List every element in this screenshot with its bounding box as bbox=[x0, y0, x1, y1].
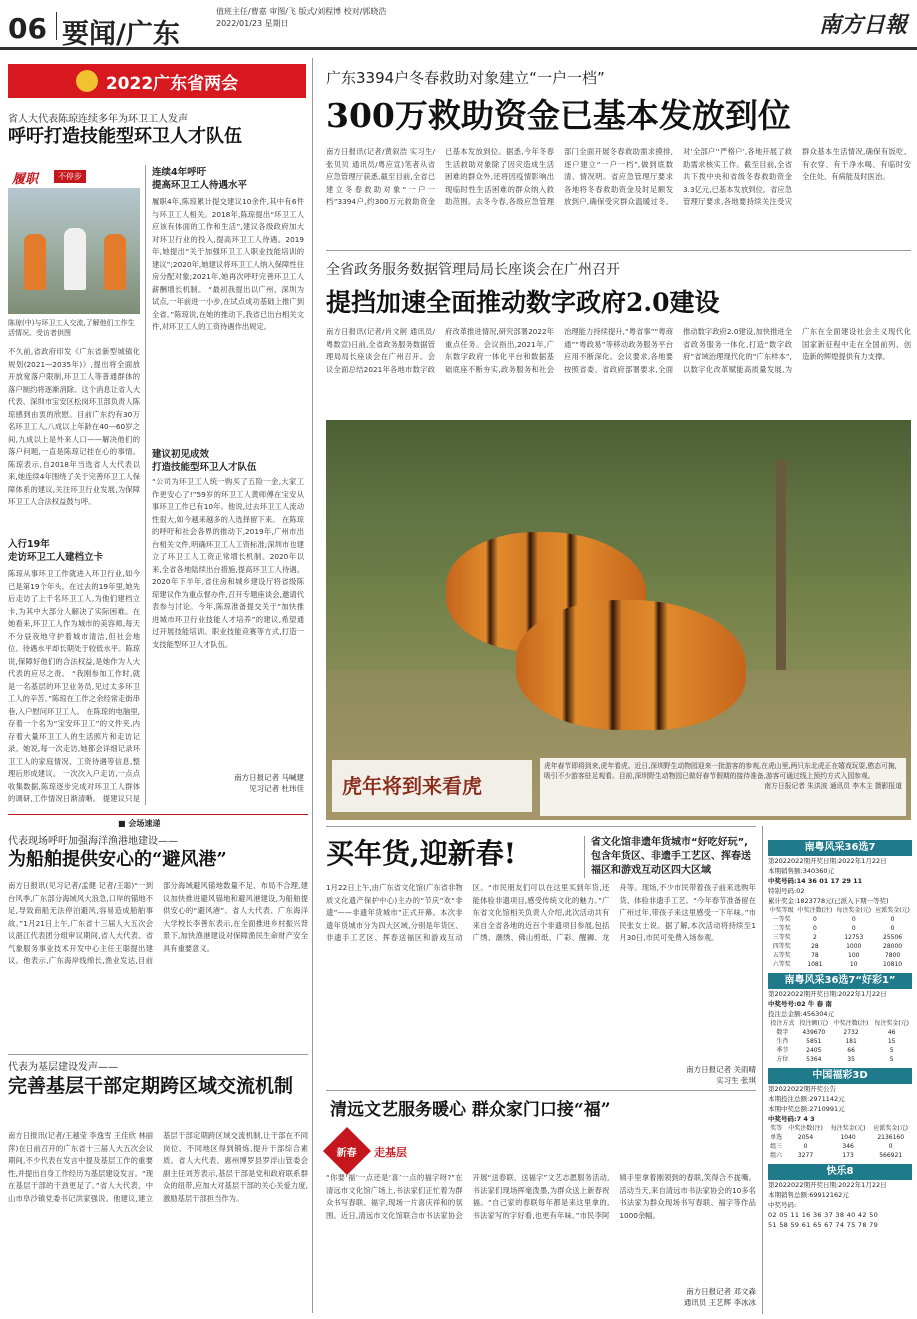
table-cell: 0 bbox=[890, 916, 895, 923]
lottery-title: 南粤风采36选7 bbox=[768, 840, 912, 856]
lottery-line: 累计奖金:1823778元(已派入下期一等奖) bbox=[768, 897, 889, 905]
table-cell: 12753 bbox=[844, 934, 864, 941]
table-cell: 一等奖 bbox=[772, 916, 791, 923]
lottery-line: 中奖号号:02 牛 春 南 bbox=[768, 1000, 832, 1008]
table-cell: 5 bbox=[889, 1047, 894, 1054]
banner-text: 2022广东省两会 bbox=[105, 73, 239, 94]
lottery-title: 南粤风采36选7“好彩1” bbox=[768, 973, 912, 989]
table-cell: 五等奖 bbox=[772, 952, 791, 959]
lottery-table bbox=[768, 1019, 912, 1064]
table-header: 中奖注数(注) bbox=[788, 1125, 823, 1132]
table-row bbox=[768, 1151, 912, 1160]
table-cell: 28000 bbox=[883, 943, 903, 950]
grassroots-kicker: 代表为基层建设发声—— bbox=[8, 1062, 118, 1073]
table-row bbox=[768, 1028, 912, 1037]
new-spring-label: 新春 bbox=[337, 1147, 357, 1159]
table-row bbox=[768, 942, 912, 951]
table-header: 中奖等级 bbox=[769, 907, 794, 914]
qingyuan-headline: 清远文艺服务暖心 群众家门口接“福” bbox=[330, 1100, 611, 1120]
table-row bbox=[768, 1046, 912, 1055]
table-cell: 方位 bbox=[776, 1056, 789, 1063]
table-cell: 组六 bbox=[770, 1152, 783, 1159]
lottery-line: 本期投注总额:2971142元 bbox=[768, 1095, 845, 1103]
lottery-line: 第2022022期开奖日期:2022年1月22日 bbox=[768, 1181, 887, 1189]
section-rule bbox=[326, 1090, 756, 1091]
table-cell: 生肖 bbox=[776, 1038, 789, 1045]
left-kicker: 省人大代表陈琼连续多年为环卫工人发声 bbox=[8, 114, 188, 125]
table-header: 每注奖金(元) bbox=[874, 1020, 910, 1027]
table-cell: 10810 bbox=[883, 961, 903, 968]
shopping-headline: 买年货,迎新春! bbox=[326, 837, 517, 870]
table-cell: 46 bbox=[887, 1029, 896, 1036]
table-cell: 0 bbox=[813, 916, 817, 923]
qingyuan-byline: 南方日报记者 邓文森 通讯员 王艺辉 李冰冰 bbox=[683, 1287, 756, 1307]
table-cell: 三等奖 bbox=[772, 934, 791, 941]
worker-figure bbox=[24, 234, 46, 290]
section-rule bbox=[326, 250, 911, 251]
table-cell: 66 bbox=[847, 1047, 855, 1054]
left-subhead-2: 连续4年呼吁 提高环卫工人待遇水平 bbox=[152, 167, 248, 191]
table-cell: 二等奖 bbox=[772, 925, 791, 932]
left-byline: 南方日报记者 马喊建 见习记者 杜玮佳 bbox=[234, 773, 304, 793]
table-cell: 0 bbox=[888, 1143, 893, 1150]
table-cell: 2405 bbox=[806, 1047, 822, 1054]
lottery-line: 中奖号码:14 36 01 17 29 11 bbox=[768, 877, 863, 885]
table-header: 中奖注数(注) bbox=[797, 907, 833, 914]
gov-kicker: 全省政务服务数据管理局局长座谈会在广州召开 bbox=[326, 262, 620, 278]
venue-tag: ■ 会场速递 bbox=[118, 819, 161, 828]
table-cell: 346 bbox=[842, 1143, 854, 1150]
table-cell: 7800 bbox=[884, 952, 901, 959]
table-cell: 173 bbox=[842, 1152, 854, 1159]
venue-tag-text: 会场速递 bbox=[128, 819, 161, 828]
table-row bbox=[768, 906, 912, 915]
worker-figure bbox=[104, 234, 126, 290]
table-cell: 2732 bbox=[843, 1029, 859, 1036]
table-header: 中奖注数(注) bbox=[833, 1020, 869, 1027]
table-header: 应派奖金(元) bbox=[873, 1125, 909, 1132]
table-header: 每注奖金(元) bbox=[830, 1125, 866, 1132]
lottery-line: 第2022022期开奖公告 bbox=[768, 1085, 836, 1093]
table-cell: 100 bbox=[848, 952, 860, 959]
table-row bbox=[768, 933, 912, 942]
table-row bbox=[768, 960, 912, 969]
lottery-line: 本期销售总额:69912162元 bbox=[768, 1191, 849, 1199]
left-photo-caption: 陈琼(中)与环卫工人交流,了解他们工作生活情况。受访者供图 bbox=[8, 319, 135, 337]
main-kicker: 广东3394户冬春救助对象建立“一户一档” bbox=[326, 69, 605, 87]
lottery-line: 中奖号码:7 4 3 bbox=[768, 1115, 815, 1123]
table-row bbox=[768, 924, 912, 933]
lottery-title: 中国福彩3D bbox=[768, 1068, 912, 1084]
table-row bbox=[768, 1142, 912, 1151]
left-body-1: 不久前,省政府印发《广东省新型城镇化规划(2021—2035年)》,提出将全面放开放宽落户限制,环卫工人等普通群体的落户制约将逐渐消除。这个消息让省人大代表、深圳市宝安区松岗环卫部负责人陈琼感到由衷的欣慰。目前广东约有30万名环卫工人,八成以上年龄在40—60岁之间,九成以上是外来人口——解决他们的落户问题,一直是陈琼记挂在心的事情。陈琼表示,自2018年当选省人大代表以来,她连续4年围绕了关于完善环卫工人保障体系的建议,关注环卫行业发展,为保障环卫工人合法权益鼓与呼。 bbox=[8, 347, 140, 506]
lottery-table bbox=[768, 906, 912, 969]
table-cell: 0 bbox=[890, 925, 895, 932]
grassroots-visit-tag: 走基层 bbox=[374, 1146, 407, 1159]
table-cell: 5851 bbox=[806, 1038, 822, 1045]
photo-caption bbox=[540, 758, 906, 816]
lottery-line: 本期中奖总额:2710991元 bbox=[768, 1105, 845, 1113]
shopping-body: 1月22日上午,由广东省文化馆(广东省非物质文化遗产保护中心)主办的“节庆”欢“非遗”——非遗年货城市”正式开幕。本次非遗年货城市分为四大区域,分别是年货区、非遗手工艺区、挥春送福区和游戏互动区。“市民朋友们可以在这里买到年货,还能体验非遗项目,感受传统文化的魅力。”广东省文化馆相关负责人介绍,此次活动共有来自全省各地的近百个非遗项目参展,包括广绣、潮绣、佛山剪纸、广彩、醒狮、龙舟等。现场,不少市民带着孩子前来选购年货、体验非遗手工艺。“今年春节准备留在广州过年,带孩子来这里感受一下年味。”市民张女士说。据了解,本次活动将持续至1月30日,市民可免费入场参观。 bbox=[326, 883, 756, 942]
table-cell: 单选 bbox=[770, 1134, 783, 1141]
shopping-byline: 南方日报记者 关雨晴 实习生 张琪 bbox=[686, 1065, 756, 1085]
gov-headline: 提挡加速全面推动数字政府2.0建设 bbox=[326, 288, 720, 317]
lottery-line: 02 05 11 16 36 37 38 40 42 50 bbox=[768, 1211, 879, 1219]
photo-byline: 南方日报记者 朱洪波 通讯员 李木主 摄影报道 bbox=[764, 782, 902, 790]
lottery-line: 第2022022期开奖日期:2022年1月22日 bbox=[768, 990, 887, 998]
credits-line: 值班主任/曹嘉 审图/飞 版式/刘程博 校对/郭晓浩 bbox=[216, 7, 387, 16]
table-cell: 0 bbox=[851, 925, 856, 932]
table-row bbox=[768, 1037, 912, 1046]
deputy-figure bbox=[64, 228, 86, 290]
editor-credits bbox=[216, 6, 386, 30]
table-cell: 15 bbox=[887, 1038, 896, 1045]
table-cell: 数字 bbox=[776, 1029, 789, 1036]
photo-title: 虎年将到来看虎 bbox=[342, 774, 482, 798]
table-cell: 2054 bbox=[797, 1134, 814, 1141]
table-cell: 0 bbox=[813, 925, 817, 932]
section-rule bbox=[8, 1054, 308, 1055]
table-cell: 0 bbox=[851, 916, 856, 923]
table-header: 奖等 bbox=[770, 1125, 783, 1132]
lottery-line: 本期销售额:340360元 bbox=[768, 867, 835, 875]
lottery-line: 51 58 59 61 65 67 74 75 78 79 bbox=[768, 1221, 879, 1229]
column-rule bbox=[145, 165, 146, 805]
harbor-body: 南方日报讯(见习记者/孟健 记者/王聪)“一到台风季,广东部分海域风大浪急,口岸的锚地不足,导致商船无法停泊避风,容易造成船舶事故。”1月21日上午,广东省十三届人大五次会议湛江代表团分组审议期间,省人大代表、省气象服务事业技术开发中心主任王聪提出建议。他表示,广东海岸线绵长,渔业发达,目前部分海域避风锚地数量不足、布局不合理,建议加快推进避风锚地和避风港建设,为船舶提供安心的“避风港”。省人大代表、广东海洋大学校长李善东表示,在全面推进乡村振兴背景下,加快渔港建设对保障渔民生命财产安全具有重要意义。 bbox=[8, 881, 308, 965]
table-header: 每注奖金(元) bbox=[836, 907, 872, 914]
table-cell: 3277 bbox=[797, 1152, 814, 1159]
table-cell: 四等奖 bbox=[772, 943, 791, 950]
tiger-shape bbox=[516, 600, 746, 730]
table-row bbox=[768, 951, 912, 960]
table-header: 投注额(元) bbox=[799, 1020, 829, 1027]
table-row bbox=[768, 1133, 912, 1142]
left-body-2: 陈琼从事环卫工作就进入环卫行业,如今已是第19个年头。在过去的19年里,她先后走访了上千名环卫工人,为他们建档立卡,为其中大部分人解决了实际困难。在她看来,环卫工人作为城市的美容师,每天不分昼夜地守护着城市清洁,但社会地位、待遇水平却长期处于较低水平。陈琼说,保障好他们的合法权益,是她作为人大代表的应尽之责。 “我刚参加工作时,就是一名基层的环卫业务员,见过太多环卫工人的辛苦。”陈琼在工作之余经常走街串巷,入户慰问环卫工人。 在陈琼的电脑里,存着一个名为“宝安环卫工”的文件夹,内存着大量环卫工人的生活照片和走访记录。她说,每一次走访,她都会详细记录环卫工人的家庭情况、工资待遇等信息,整理后形成建议。 一次次入户走访,一点点收集数据,陈琼逐步完成对环卫工人群体的调研,工作情况日渐清晰。 提建议只是 bbox=[8, 569, 140, 803]
lottery-table bbox=[768, 1124, 912, 1160]
two-sessions-banner bbox=[8, 64, 306, 98]
table-cell: 1000 bbox=[846, 943, 862, 950]
table-cell: 0 bbox=[803, 1143, 808, 1150]
page-header bbox=[0, 0, 917, 50]
table-cell: 组三 bbox=[770, 1143, 783, 1150]
table-row bbox=[768, 915, 912, 924]
grassroots-body: 南方日报讯(记者/王越莹 李逸雪 王佳欣 林丽萍)在日前召开的广东省十三届人大五次会议期间,不少代表在发言中提及基层工作的重要性,并提出自身工作经历为基层建设发言。“现在基层干部的干劲更足了。”省人大代表、中山市阜沙镇党委书记洪家强说。他建议,建立基层干部定期跨区域交流机制,让干部在不同岗位、不同地区得到锻炼,提升干部综合素质。省人大代表、惠州博罗县罗浮山管委会副主任刘芳表示,基层干部是党和政府联系群众的纽带,应加大对基层干部的关心关爱力度,激励基层干部担当作为。 bbox=[8, 1131, 308, 1203]
newspaper-logo: 南方日報 bbox=[818, 12, 907, 38]
table-cell: 10 bbox=[849, 961, 858, 968]
table-cell: 5364 bbox=[806, 1056, 822, 1063]
duty-tag-badge: 不停步 bbox=[54, 170, 86, 183]
left-headline: 呼吁打造技能型环卫人才队伍 bbox=[8, 126, 242, 147]
left-body-4: “公司为环卫工人统一购买了五险一金,大家工作更安心了!”59岁的环卫工人黄师傅在宝安从事环卫工作已有10年。他说,过去环卫工人流动性很大,如今越来越多的人选择留下来。 在陈琼的呼吁和社会各界的推动下,2019年,广州市出台相关文件,明确环卫工人工资标准;深圳市也建立了环卫工人工资正常增长机制。2020年以来,全省各地陆续出台措施,提高环卫工人待遇。 2020年下半年,省住房和城乡建设厅将省级陈琼建议作为重点督办件,召开专题座谈会,邀请代表参与讨论。今年,陈琼准备提交关于“加快推进城市环卫行业技能人才培养”的建议,希望通过开展技能培训、职业技能竞赛等方式,打造一支技能型环卫人才队伍。 bbox=[152, 477, 304, 649]
table-cell: 1040 bbox=[840, 1134, 856, 1141]
main-headline: 300万救助资金已基本发放到位 bbox=[326, 96, 791, 135]
harbor-headline: 为船舶提供安心的“避风港” bbox=[8, 849, 227, 870]
grassroots-headline: 完善基层干部定期跨区域交流机制 bbox=[8, 1075, 294, 1097]
section-rule bbox=[326, 826, 756, 827]
table-cell: 181 bbox=[845, 1038, 857, 1045]
left-subhead-1: 入行19年 走访环卫工人建档立卡 bbox=[8, 539, 104, 563]
table-header: 投注方式 bbox=[770, 1020, 795, 1027]
date-line: 2022/01/23 星期日 bbox=[216, 19, 289, 28]
left-subhead-3: 建议初见成效 打造技能型环卫人才队伍 bbox=[152, 449, 257, 473]
lottery-line: 投注总金额:456304元 bbox=[768, 1010, 835, 1018]
lottery-title: 快乐8 bbox=[768, 1164, 912, 1180]
table-cell: 季节 bbox=[776, 1047, 789, 1054]
main-body: 南方日报讯(记者/黄叙浩 实习生/张贝贝 通讯员/粤应宣)笔者从省应急管理厅获悉,截至目前,全省已建立冬春救助对象“一户一档”3394户,约300万元救助资金已基本发放到位。据悉,今年冬春生活救助对象除了因灾造成生活困难的群众外,还将因疫情影响出现临时性生活困难的群众纳入救助范围。去冬今春,各级应急管理部门全面开展冬春救助需求摸排,逐户建立“一户一档”,做到底数清、情况明。省应急管理厅要求各地将冬春救助资金及时足额发放到户,确保受灾群众温暖过冬。对‘全部户’‘严格户’,各地开展了救助需求核实工作。截至目前,全省共下拨中央和省级冬春救助资金3.3亿元,已基本发放到位。省应急管理厅要求,各地要持续关注受灾群众基本生活情况,确保有饭吃、有衣穿、有干净水喝、有临时安全住处、有病能及时医治。 bbox=[326, 147, 911, 206]
table-cell: 439670 bbox=[802, 1029, 826, 1036]
lottery-line: 中奖号码: bbox=[768, 1201, 797, 1209]
table-cell: 25506 bbox=[883, 934, 903, 941]
qingyuan-body: “你要‘福’一点还是‘喜’一点的福字呀?”在清远市文化馆广场上,书法家们正忙着为群众书写春联、福字,现场一片喜庆祥和的氛围。近日,清远市文化馆联合市书法家协会开展“送春联、送福字”文艺志愿服务活动,书法家们现场挥毫泼墨,为群众送上新春祝福。“自己家的春联每年都是来这里拿的,书法家写的字好看,也更有年味。”市民李阿姨手里拿着刚领到的春联,笑得合不拢嘴。活动当天,来自清远市书法家协会的10多名书法家为群众现场书写春联、福字等作品1000余幅。 bbox=[326, 1173, 756, 1220]
table-cell: 2136160 bbox=[877, 1134, 905, 1141]
shopping-deck: 省文化馆非遗年货城市“好吃好玩”,包含年货区、非遗手工艺区、挥春送福区和游戏互动区四大区域 bbox=[584, 836, 756, 878]
photo-title-box bbox=[332, 760, 532, 812]
table-cell: 78 bbox=[811, 952, 819, 959]
header-divider bbox=[56, 12, 57, 40]
tiger-photo bbox=[326, 420, 911, 820]
table-cell: 35 bbox=[847, 1056, 855, 1063]
new-spring-badge bbox=[323, 1127, 371, 1175]
left-body-3: 履职4年,陈琼累计提交建议10余件,其中有6件与环卫工人相关。2018年,陈琼提出“环卫工人应该有体面的工作和生活”,建议各级政府加大对环卫行业的投入,提高环卫工人待遇。2019年,她提出“关于加强环卫工人职业技能培训的建议”;2020年,她建议将环卫工人纳入保障性住房分配对象;2021年,她再次呼吁完善环卫工人薪酬增长机制。 “最初我提出以广州、深圳为试点,一年前进一小步,在试点成功基础上推广到全省。”陈琼说,在她的推动下,我省已出台相关文件,对环卫工人的工资待遇作出规定。 bbox=[152, 197, 304, 331]
page-number: 06 bbox=[8, 12, 47, 45]
national-emblem-icon bbox=[76, 70, 98, 92]
left-story-photo bbox=[8, 188, 140, 314]
table-cell: 2 bbox=[813, 934, 817, 941]
harbor-kicker: 代表现场呼吁加强海洋渔港地建设—— bbox=[8, 836, 178, 847]
section-rule bbox=[8, 814, 308, 815]
column-rule bbox=[762, 826, 763, 1314]
gov-body: 南方日报讯(记者/肖文舸 通讯员/粤数宣)日前,全省政务服务数据管理局局长座谈会在广州召开。会议全面总结2021年各地市数字政府改革推进情况,研究部署2022年重点任务。会议指出,2021年,广东数字政府一体化平台和数据基础底座不断夯实,政务服务和社会治理能力持续提升,“粤省事”“粤商通”“粤政易”等移动政务服务平台应用不断深化。会议要求,各地要按照省委、省政府部署要求,全面推动数字政府2.0建设,加快推进全省政务服务一体化,打造“数字政府”省域治理现代化的“广东样本”,以数字化改革赋能高质量发展,为广东在全面建设社会主义现代化国家新征程中走在全国前列、创造新的辉煌提供有力支撑。 bbox=[326, 327, 911, 374]
lottery-line: 第2022022期开奖日期:2022年1月22日 bbox=[768, 857, 887, 865]
table-cell: 1081 bbox=[807, 961, 823, 968]
table-cell: 566921 bbox=[879, 1152, 903, 1159]
table-header: 应派奖金(元) bbox=[875, 907, 910, 914]
table-row bbox=[768, 1055, 912, 1064]
column-rule bbox=[312, 58, 313, 1313]
lottery-line: 特别号码:02 bbox=[768, 887, 805, 895]
table-row bbox=[768, 1124, 912, 1133]
table-cell: 5 bbox=[889, 1056, 894, 1063]
section-name: 要闻/广东 bbox=[62, 19, 180, 50]
table-cell: 28 bbox=[811, 943, 819, 950]
table-row bbox=[768, 1019, 912, 1028]
table-cell: 六等奖 bbox=[772, 961, 791, 968]
duty-tag: 履职 bbox=[12, 172, 39, 187]
lottery-column bbox=[768, 840, 912, 1230]
photo-caption-text: 虎年春节即将到来,虎年看虎。近日,深圳野生动物园迎来一批游客的参观,在虎山里,两只东北虎正在嬉戏玩耍,憨态可掬,吸引不少游客驻足观看。目前,深圳野生动物园已做好春节假期的接待准备,游客可通过线上预约方式入园参观。 bbox=[544, 762, 897, 780]
